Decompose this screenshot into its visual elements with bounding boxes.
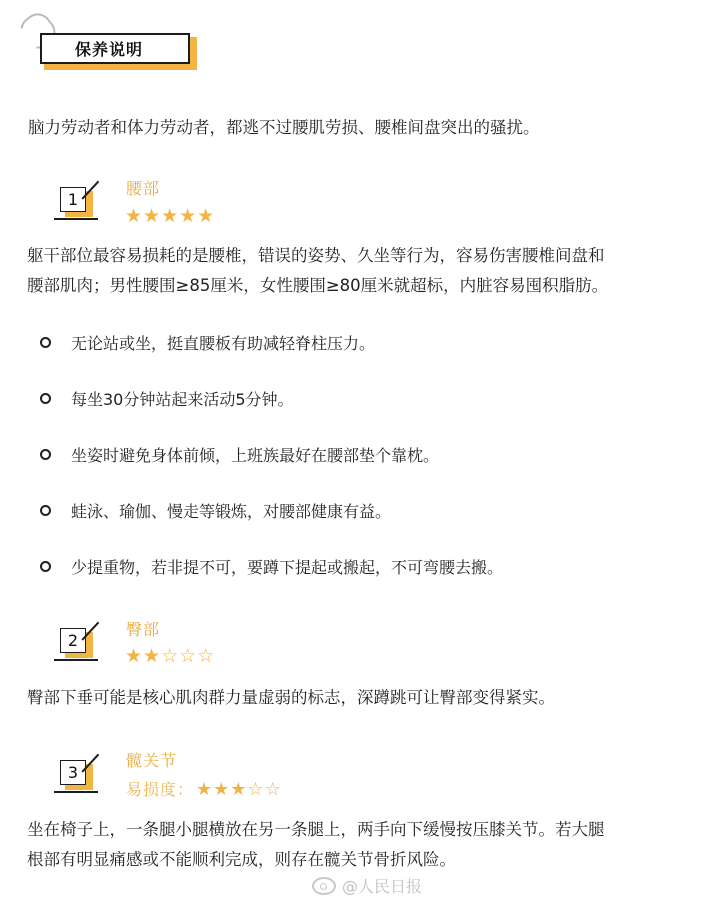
- section-number-marker: [52, 756, 100, 800]
- list-item: [40, 555, 503, 578]
- section-description: [27, 683, 555, 713]
- weibo-icon: [312, 877, 336, 895]
- intro-text: 脑力劳动者和体力劳动者，都逃不过腰肌劳损、腰椎间盘突出的骚扰。: [28, 118, 540, 137]
- section-description: [27, 241, 608, 301]
- rating-stars: ★★☆☆☆: [125, 645, 216, 667]
- list-item-text: 蛙泳、瑜伽、慢走等锻炼，对腰部健康有益。: [71, 502, 392, 521]
- rating-row: [126, 777, 282, 800]
- list-item: [40, 499, 391, 522]
- description-line: 躯干部位最容易损耗的是腰椎，错误的姿势、久坐等行为，容易伤害腰椎间盘和: [27, 246, 605, 265]
- list-item-text: 无论站或坐，挺直腰板有助减轻脊柱压力。: [71, 334, 376, 353]
- rating-stars: ★★★☆☆: [196, 779, 282, 800]
- list-item-text: 坐姿时避免身体前倾，上班族最好在腰部垫个靠枕。: [71, 446, 440, 465]
- description-line: 腰部肌肉；男性腰围≥85厘米，女性腰围≥80厘米就超标，内脏容易囤积脂肪。: [27, 276, 609, 295]
- section-tag: [40, 33, 190, 64]
- circle-bullet-icon: [40, 393, 51, 404]
- description-line: 臀部下垂可能是核心肌肉群力量虚弱的标志，深蹲跳可让臀部变得紧实。: [27, 688, 555, 707]
- list-item-text: 少提重物，若非提不可，要蹲下提起或搬起，不可弯腰去搬。: [71, 558, 504, 577]
- section-number-marker: [52, 624, 100, 668]
- list-item: [40, 331, 375, 354]
- rating-stars: ★★★★★: [125, 205, 216, 227]
- list-item: [40, 443, 439, 466]
- section-title: 臀部: [126, 620, 161, 639]
- circle-bullet-icon: [40, 561, 51, 572]
- circle-bullet-icon: [40, 449, 51, 460]
- description-line: 坐在椅子上，一条腿小腿横放在另一条腿上，两手向下缓慢按压膝关节。若大腿: [27, 820, 605, 839]
- section-number-marker: [52, 183, 100, 227]
- section-title: 腰部: [126, 179, 161, 198]
- description-line: 根部有明显痛感或不能顺利完成，则存在髋关节骨折风险。: [27, 850, 456, 869]
- circle-bullet-icon: [40, 505, 51, 516]
- watermark-text: @人民日报: [342, 877, 423, 896]
- rating-label: 易损度：: [126, 780, 195, 799]
- list-item: [40, 387, 294, 410]
- list-item-text: 每坐30分钟站起来活动5分钟。: [71, 390, 294, 409]
- watermark: [312, 874, 422, 897]
- section-number: 1: [60, 187, 86, 212]
- section-number: 2: [60, 628, 86, 653]
- section-title: 髋关节: [126, 751, 178, 770]
- section-number: 3: [60, 760, 86, 785]
- section-description: [27, 815, 605, 875]
- circle-bullet-icon: [40, 337, 51, 348]
- tag-label: 保养说明: [75, 40, 144, 59]
